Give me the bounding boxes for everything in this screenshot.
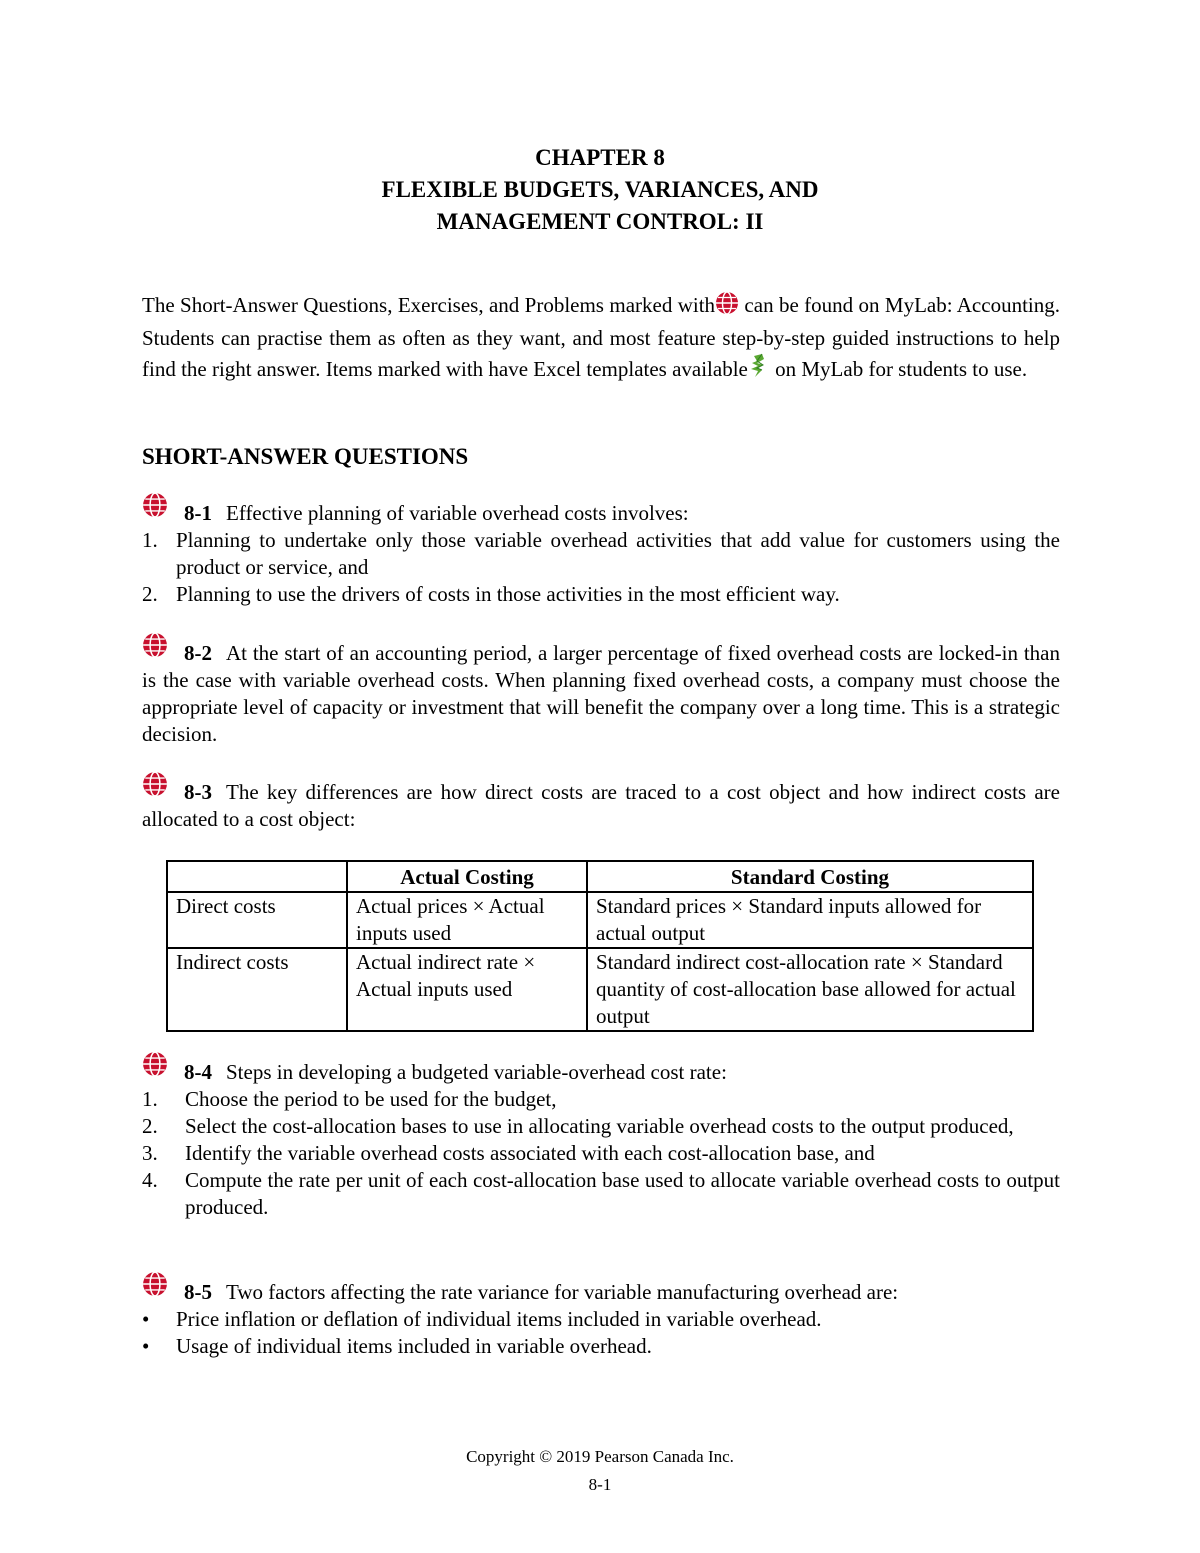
question-text: The key differences are how direct costs are traced to a cost object and how indirect costs are allocated to a cost object: (142, 780, 1060, 831)
question-8-5 (142, 1279, 1060, 1360)
chapter-number: CHAPTER 8 (535, 145, 665, 170)
question-text: Two factors affecting the rate variance for variable manufacturing overhead are: (226, 1280, 899, 1304)
question-number: 8-2 (184, 641, 212, 665)
question-text: Steps in developing a budgeted variable-overhead cost rate: (226, 1060, 727, 1084)
table-cell: Actual indirect rate × Actual inputs used (347, 948, 587, 1031)
bullet-text: Price inflation or deflation of individual items included in variable overhead. (176, 1307, 822, 1331)
list-item-text: Planning to use the drivers of costs in those activities in the most efficient way. (176, 582, 840, 606)
globe-icon (142, 771, 168, 804)
list-number: 2. (142, 582, 158, 606)
bullet-icon: • (142, 1334, 150, 1358)
globe-icon (715, 291, 739, 323)
question-text: At the start of an accounting period, a larger percentage of fixed overhead costs are locked-in than is the case with variable overhead costs. When planning fixed overhead costs, a company must choose the appropriate level of capacity or investment that will benefit the company over a long time. This is a strategic decision. (142, 641, 1060, 746)
question-8-1 (142, 500, 1060, 608)
list-number: 1. (142, 1087, 158, 1111)
list-item-text: Planning to undertake only those variable overhead activities that add value for customers using the product or service, and (176, 528, 1060, 579)
question-number: 8-3 (184, 780, 212, 804)
intro-text-3: on MyLab for students to use. (769, 357, 1028, 381)
list-item-text: Identify the variable overhead costs associated with each cost-allocation base, and (185, 1141, 875, 1165)
question-text: Effective planning of variable overhead costs involves: (226, 501, 689, 525)
list-item-text: Select the cost-allocation bases to use in allocating variable overhead costs to the output produced, (185, 1114, 1014, 1138)
question-8-2 (142, 640, 1060, 748)
excel-icon (748, 353, 770, 387)
bullet-item (142, 1333, 1060, 1360)
bullet-icon: • (142, 1307, 150, 1331)
question-number: 8-4 (184, 1060, 212, 1084)
bullet-text: Usage of individual items included in variable overhead. (176, 1334, 652, 1358)
globe-icon (142, 492, 168, 525)
table-row (167, 892, 1033, 948)
chapter-title-line-1: FLEXIBLE BUDGETS, VARIANCES, AND (381, 177, 819, 202)
intro-text-1: The Short-Answer Questions, Exercises, and Problems marked with (142, 293, 716, 317)
globe-icon (142, 632, 168, 665)
globe-icon (142, 1271, 168, 1304)
list-number: 3. (142, 1141, 158, 1165)
table-header-cell: Actual Costing (347, 861, 587, 892)
table-cell: Standard prices × Standard inputs allowed for actual output (587, 892, 1033, 948)
list-number: 4. (142, 1168, 158, 1192)
question-number: 8-1 (184, 501, 212, 525)
intro-paragraph (142, 290, 1060, 387)
bullet-item (142, 1306, 1060, 1333)
list-item (142, 1167, 1060, 1221)
table-cell: Standard indirect cost-allocation rate × Standard quantity of cost-allocation base allowed for actual output (587, 948, 1033, 1031)
list-item (142, 1086, 1060, 1113)
list-item (142, 1113, 1060, 1140)
intro-text-2: can be found on MyLab: Accounting. Students can practise them as often as they want, and most feature step-by-step guided instructions to help find the right answer. Items marked with have Excel templates available (142, 293, 1060, 381)
section-heading: SHORT-ANSWER QUESTIONS (142, 444, 469, 469)
table-cell: Direct costs (167, 892, 347, 948)
chapter-title (0, 142, 1200, 238)
list-item-text: Compute the rate per unit of each cost-allocation base used to allocate variable overhead costs to output produced. (185, 1168, 1060, 1219)
list-item (142, 527, 1060, 581)
list-number: 2. (142, 1114, 158, 1138)
page-number: 8-1 (588, 1475, 612, 1494)
table-header-row (167, 861, 1033, 892)
table-row (167, 948, 1033, 1031)
list-number: 1. (142, 528, 158, 552)
list-item-text: Choose the period to be used for the budget, (185, 1087, 557, 1111)
chapter-title-line-2: MANAGEMENT CONTROL: II (436, 209, 764, 234)
table-header-cell: Standard Costing (587, 861, 1033, 892)
question-8-3 (142, 779, 1060, 833)
table-header-cell (167, 861, 347, 892)
list-item (142, 581, 1060, 608)
table-cell: Indirect costs (167, 948, 347, 1031)
list-item (142, 1140, 1060, 1167)
table-cell: Actual prices × Actual inputs used (347, 892, 587, 948)
question-8-4 (142, 1059, 1060, 1221)
costing-table (166, 860, 1034, 1032)
question-number: 8-5 (184, 1280, 212, 1304)
globe-icon (142, 1051, 168, 1084)
copyright-notice: Copyright © 2019 Pearson Canada Inc. (466, 1447, 734, 1466)
